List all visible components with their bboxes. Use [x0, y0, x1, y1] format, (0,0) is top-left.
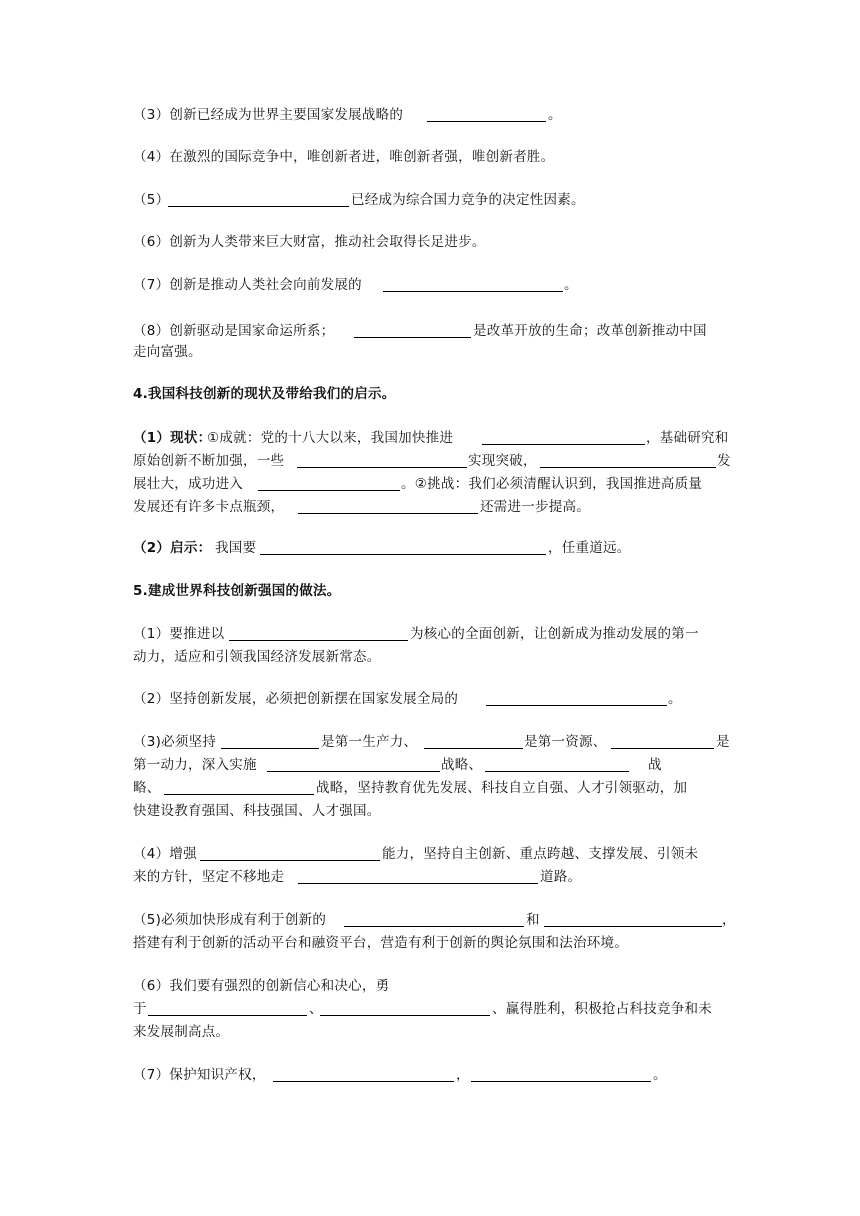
item-5-3-line2 — [0, 754, 860, 776]
text: 搭建有利于创新的活动平台和融资平台，营造有利于创新的舆论氛围和法治环境。 — [133, 935, 628, 951]
text: 走向富强。 — [133, 344, 202, 360]
text: （5)必须加快形成有利于创新的 — [133, 912, 327, 928]
text: （7）保护知识产权， — [133, 1067, 266, 1083]
answer-blank[interactable] — [267, 771, 440, 772]
text: （6）我们要有强烈的创新信心和决心，勇 — [133, 978, 390, 994]
item-5-4-line2 — [0, 866, 860, 888]
text: 。 — [564, 277, 578, 293]
item-5-6-line1 — [0, 975, 860, 997]
text: 和 — [526, 912, 540, 928]
answer-blank[interactable] — [298, 883, 538, 884]
text: 实现突破， — [468, 453, 537, 469]
section-heading-4 — [0, 383, 860, 405]
text: 、 — [309, 1001, 323, 1017]
answer-blank[interactable] — [424, 748, 523, 749]
text: （8）创新驱动是国家命运所系； — [133, 323, 335, 339]
text: （7）创新是推动人类社会向前发展的 — [133, 277, 362, 293]
text: （6）创新为人类带来巨大财富，推动社会取得长足进步。 — [133, 234, 486, 250]
item-5-5-line1 — [0, 909, 860, 931]
text: ①成就：党的十八大以来，我国加快推进 — [207, 430, 454, 446]
text: （5） — [133, 192, 170, 208]
item-4-1-line4 — [0, 496, 860, 518]
text: 能力，坚持自主创新、重点跨越、支撑发展、引领未 — [382, 846, 699, 862]
item-4-1-line3 — [0, 473, 860, 495]
text: （3)必须坚持 — [133, 734, 217, 750]
text: 展壮大，成功进入 — [133, 476, 243, 492]
item-4-2 — [0, 537, 860, 559]
item-3-4 — [0, 146, 860, 168]
answer-blank[interactable] — [344, 926, 524, 927]
text: （1）要推进以 — [133, 626, 225, 642]
answer-blank[interactable] — [164, 794, 314, 795]
text: 是第一资源、 — [524, 734, 607, 750]
item-5-5-line2 — [0, 932, 860, 954]
label: （1）现状： — [133, 430, 212, 446]
text: 已经成为综合国力竞争的决定性因素。 — [351, 192, 585, 208]
text: （2）坚持创新发展，必须把创新摆在国家发展全局的 — [133, 691, 459, 707]
text: 、赢得胜利，积极抢占科技竞争和未 — [492, 1001, 712, 1017]
item-5-2 — [0, 688, 860, 710]
text: 是第一生产力、 — [321, 734, 418, 750]
text: 战 — [648, 757, 662, 773]
item-3-6 — [0, 231, 860, 253]
text: 第一动力，深入实施 — [133, 757, 257, 773]
text: 战略，坚持教育优先发展、科技自立自强、人才引领驱动，加 — [316, 780, 688, 796]
text: （3）创新已经成为世界主要国家发展战略的 — [133, 107, 404, 123]
answer-blank[interactable] — [200, 860, 380, 861]
text: 。 — [653, 1067, 667, 1083]
text: 发 — [717, 453, 731, 469]
text: 来的方针，坚定不移地走 — [133, 869, 285, 885]
text: 快建设教育强国、科技强国、人才强国。 — [133, 803, 381, 819]
answer-blank[interactable] — [482, 444, 645, 445]
item-4-1-line1 — [0, 427, 860, 449]
label: （2）启示： — [133, 540, 212, 556]
text: 原始创新不断加强，一些 — [133, 453, 285, 469]
item-3-7 — [0, 274, 860, 296]
text: 战略、 — [441, 757, 483, 773]
answer-blank[interactable] — [544, 926, 722, 927]
answer-blank[interactable] — [298, 513, 478, 514]
text: ， — [722, 912, 736, 928]
text: （4）在激烈的国际竞争中，唯创新者进，唯创新者强，唯创新者胜。 — [133, 149, 555, 165]
item-5-3-line3 — [0, 777, 860, 799]
answer-blank[interactable] — [168, 206, 349, 207]
item-3-5 — [0, 189, 860, 211]
item-3-8-line1 — [0, 320, 860, 342]
heading-text: 5.建成世界科技创新强国的做法。 — [133, 583, 341, 599]
text: 。 — [668, 691, 682, 707]
answer-blank[interactable] — [273, 1081, 454, 1082]
item-3-3 — [0, 104, 860, 126]
answer-blank[interactable] — [383, 291, 563, 292]
answer-blank[interactable] — [258, 490, 400, 491]
text: 于 — [133, 1001, 147, 1017]
answer-blank[interactable] — [260, 554, 546, 555]
item-5-3-line4 — [0, 800, 860, 822]
text: 发展还有许多卡点瓶颈， — [133, 499, 285, 515]
answer-blank[interactable] — [148, 1015, 307, 1016]
answer-blank[interactable] — [297, 467, 467, 468]
section-heading-5 — [0, 580, 860, 602]
text: 为核心的全面创新，让创新成为推动发展的第一 — [410, 626, 699, 642]
text: ，基础研究和 — [646, 430, 729, 446]
text: 还需进一步提高。 — [480, 499, 590, 515]
heading-text: 4.我国科技创新的现状及带给我们的启示。 — [133, 386, 396, 402]
answer-blank[interactable] — [354, 337, 471, 338]
text: 略、 — [133, 780, 161, 796]
text: 来发展制高点。 — [133, 1024, 230, 1040]
text: ，任重道远。 — [548, 540, 631, 556]
answer-blank[interactable] — [229, 640, 408, 641]
item-5-1-line1 — [0, 623, 860, 645]
text: ， — [456, 1067, 470, 1083]
text: 我国要 — [215, 540, 257, 556]
item-5-4-line1 — [0, 843, 860, 865]
text: 。②挑战：我们必须清醒认识到，我国推进高质量 — [401, 476, 703, 492]
item-5-6-line2 — [0, 998, 860, 1020]
item-3-8-line2 — [0, 341, 860, 363]
text: 道路。 — [540, 869, 582, 885]
item-5-6-line3 — [0, 1021, 860, 1043]
item-5-1-line2 — [0, 646, 860, 668]
answer-blank[interactable] — [471, 1081, 651, 1082]
answer-blank[interactable] — [486, 705, 667, 706]
item-5-3-line1 — [0, 731, 860, 753]
item-4-1-line2 — [0, 450, 860, 472]
item-5-7 — [0, 1064, 860, 1086]
answer-blank[interactable] — [320, 1015, 490, 1016]
answer-blank[interactable] — [611, 748, 714, 749]
answer-blank[interactable] — [485, 771, 629, 772]
answer-blank[interactable] — [221, 748, 319, 749]
text: 动力，适应和引领我国经济发展新常态。 — [133, 649, 381, 665]
text: 。 — [548, 107, 562, 123]
answer-blank[interactable] — [427, 121, 546, 122]
text: 是 — [716, 734, 730, 750]
text: 是改革开放的生命；改革创新推动中国 — [473, 323, 707, 339]
text: （4）增强 — [133, 846, 197, 862]
answer-blank[interactable] — [540, 467, 716, 468]
